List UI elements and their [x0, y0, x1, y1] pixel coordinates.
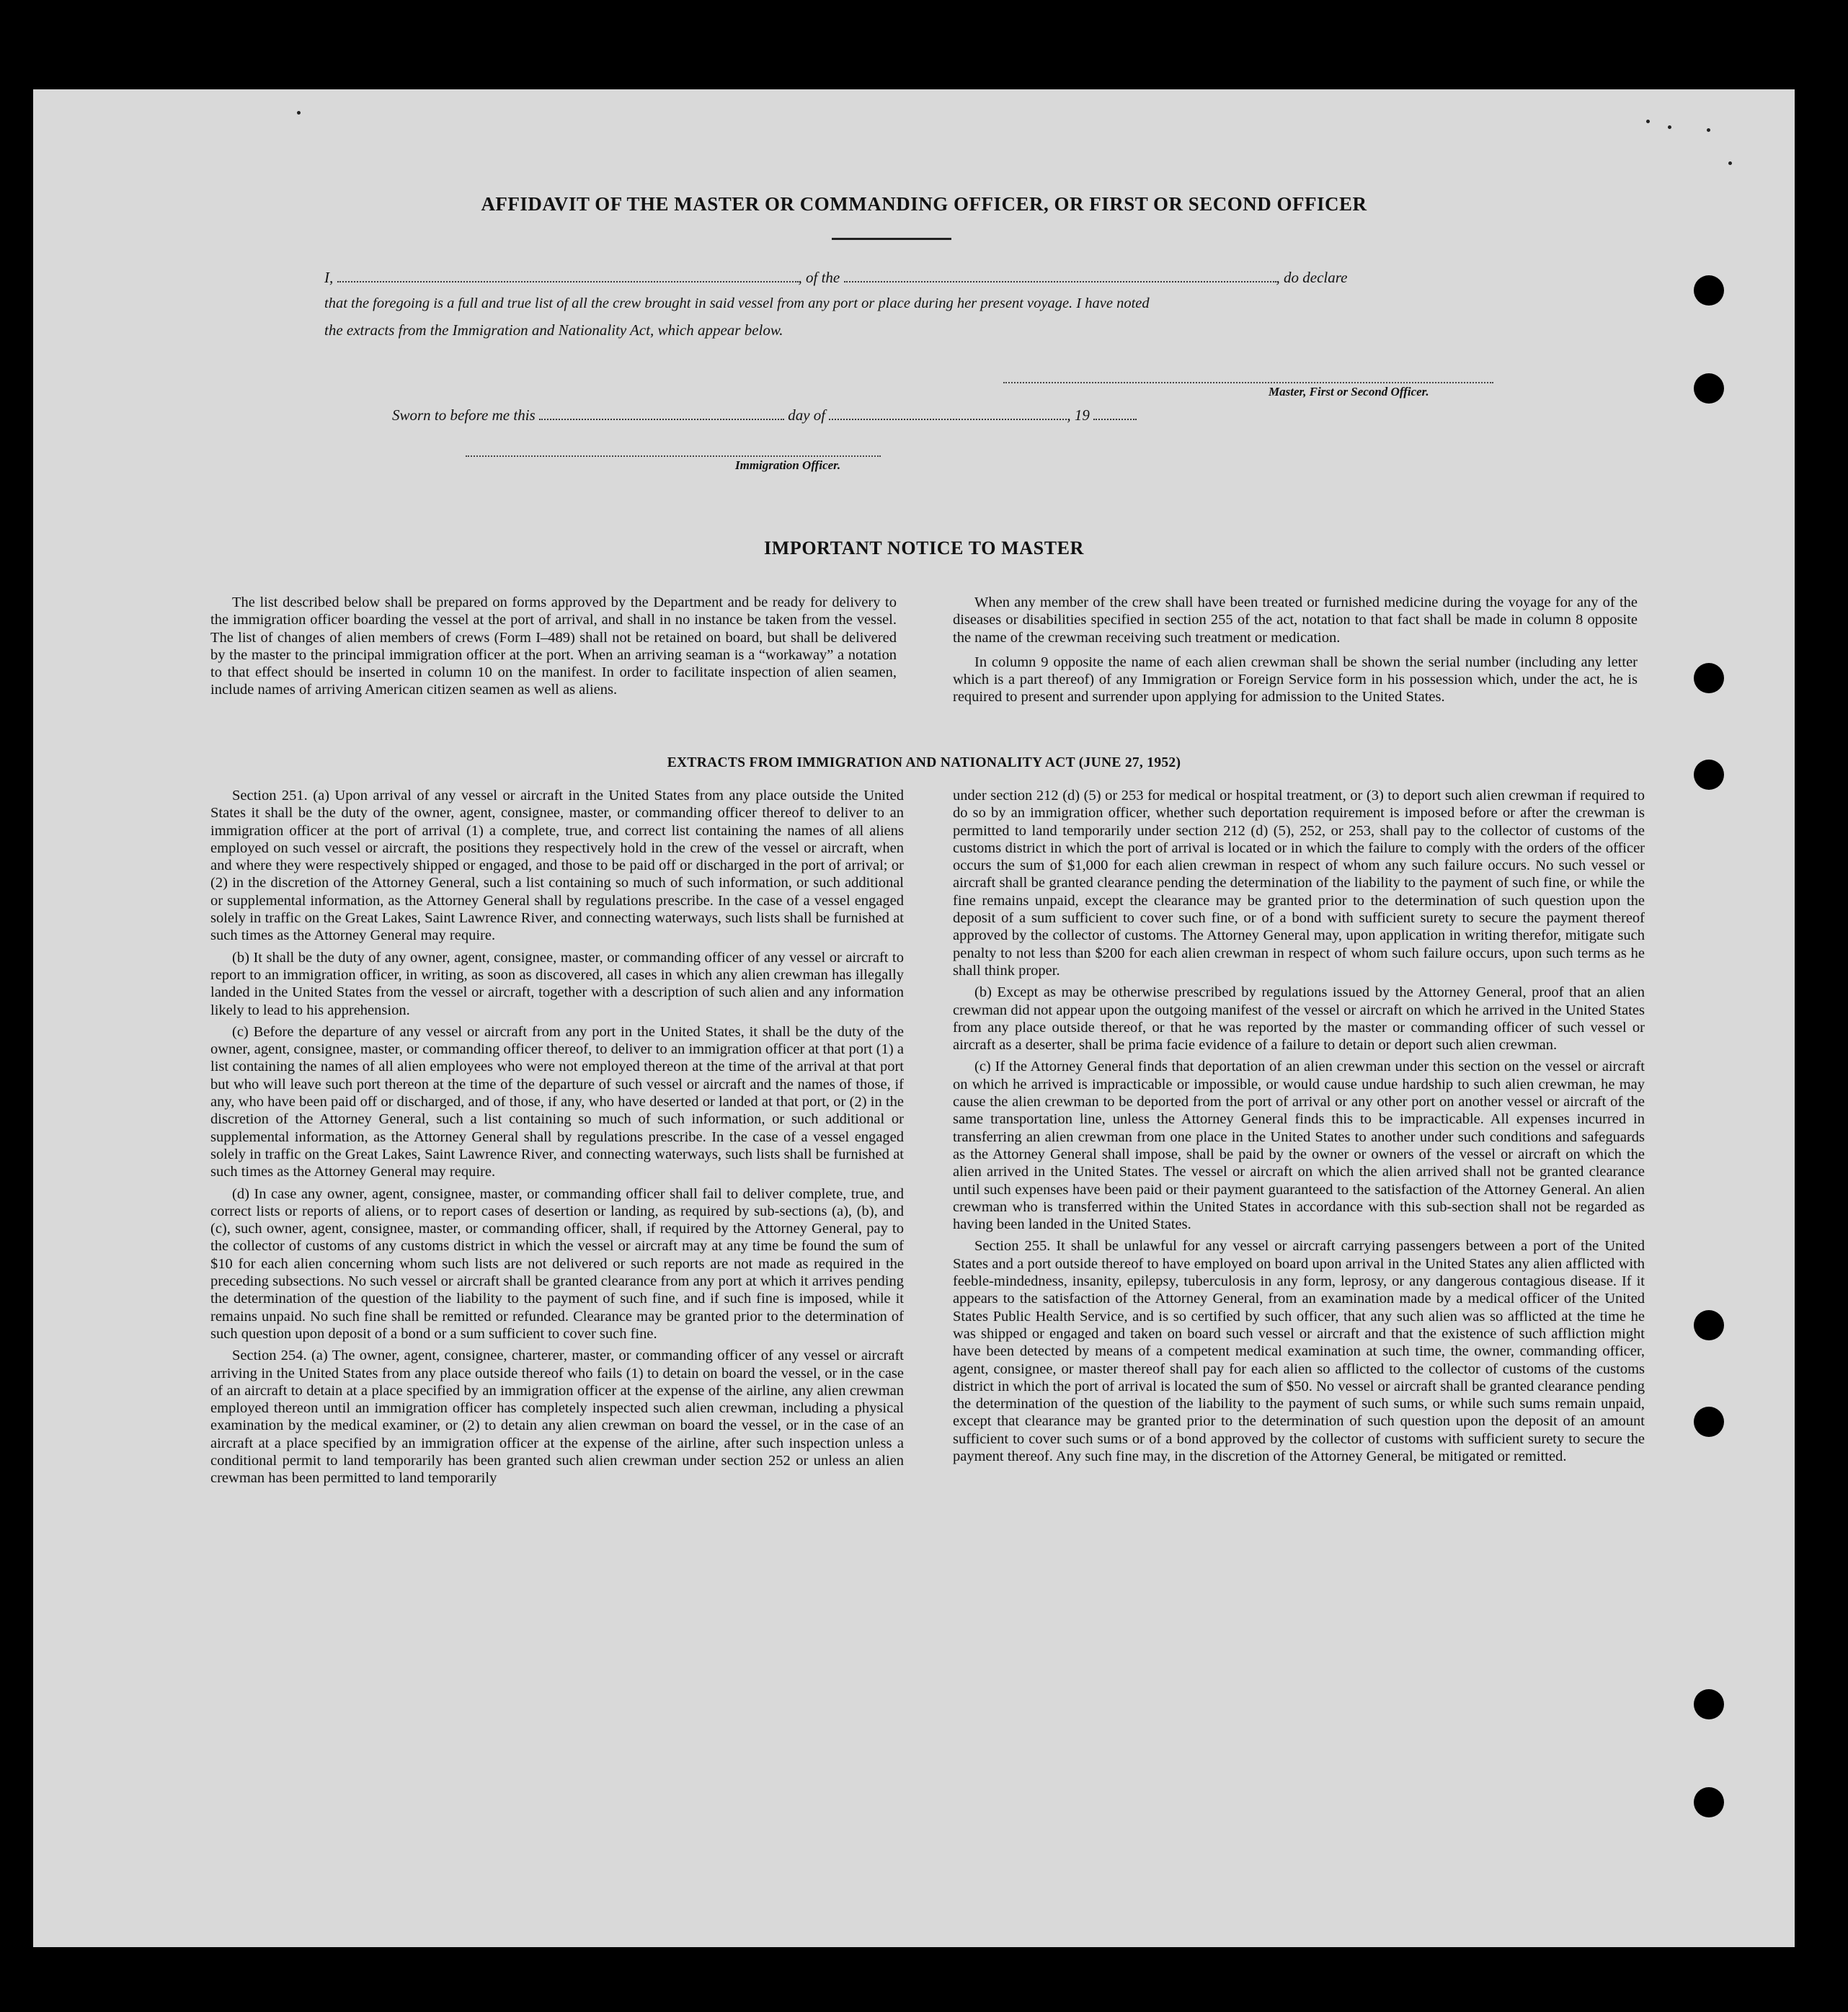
- officer-signature-label: Immigration Officer.: [735, 458, 841, 472]
- extracts-right-column: [953, 787, 1645, 1469]
- binder-hole: [1694, 663, 1724, 693]
- section-251-c: (c) Before the departure of any vessel or aircraft from any port in the United States, it shall be the duty of the owner, agent, consignee, master, or commanding officer thereof, to deliver to an immigration officer at that port (1) a list containing the names of all alien employees who were not employed thereon at the time of the arrival at that port but who will leave such port thereon at the time of the departure of such vessel or aircraft and the names of those, if any, who have been paid off or discharged, and of those, if any, who have deserted or landed at that port, or (2) in the discretion of the Attorney General, such a list containing so much of such information, or such additional or supplemental information, as the Attorney General shall by regulations prescribe. In the case of a vessel engaged solely in traffic on the Great Lakes, Saint Lawrence River, and connecting waterways, such lists shall be furnished at such times as the Attorney General may require.: [210, 1023, 904, 1180]
- notice-right-column: [953, 594, 1638, 711]
- sworn-text: Sworn to before me this: [392, 406, 536, 424]
- speck: [1646, 120, 1650, 123]
- day-of-label: day of: [788, 406, 826, 424]
- sworn-day-blank[interactable]: [539, 406, 784, 420]
- section-251-d: (d) In case any owner, agent, consignee, master, or commanding officer shall fail to deliver complete, true, and correct lists or reports of aliens, or to report cases of desertion or landing, as required by sub-sections (a), (b), and (c), such owner, agent, consignee, master, or commanding officer, shall, if required by the Attorney General, pay to the collector of customs of any customs district in which the vessel or aircraft may at any time be found the sum of $10 for each alien concerning whom such lists are not delivered or such reports are not made as required in the preceding subsections. No such vessel or aircraft shall be granted clearance from any port at which it arrives pending the determination of the question of the liability to the payment of such fine, and if such fine is imposed, while it remains unpaid. No such fine shall be remitted or refunded. Clearance may be granted prior to the determination of such question upon deposit of a bond or a sum sufficient to cover such fine.: [210, 1185, 904, 1342]
- binder-hole: [1694, 1310, 1724, 1340]
- notice-left-column: [210, 594, 897, 703]
- notice-right-paragraph-1: When any member of the crew shall have been treated or furnished medicine during the voyage for any of the diseases or disabilities specified in section 255 of the act, notation to that fact shall be made in column 8 opposite the name of the crewman receiving such treatment or medication.: [953, 595, 1638, 646]
- section-254-b: (b) Except as may be otherwise prescribed by regulations issued by the Attorney General, proof that an alien crewman did not appear upon the outgoing manifest of the vessel or aircraft on which he arrived in the United States from any place outside thereof, or that he was reported by the master or commanding officer of such vessel or aircraft as a deserter, shall be prima facie evidence of a failure to detain or deport such alien crewman.: [953, 984, 1645, 1054]
- binder-hole: [1694, 1689, 1724, 1719]
- notice-right-paragraph-2: In column 9 opposite the name of each alien crewman shall be shown the serial number (including any letter which is a part thereof) of any Immigration or Foreign Service form in his possession which, under the act, he is required to present and surrender upon applying for admission to the United States.: [953, 654, 1638, 705]
- section-254-c: (c) If the Attorney General finds that deportation of an alien crewman under this section on the vessel or aircraft on which he arrived is impracticable or impossible, or would cause undue hardship to such alien crewman, he may cause the alien crewman to be deported from the port of arrival or any other port on another vessel or aircraft of the same transportation line, unless the Attorney General finds this to be impracticable. All expenses incurred in transferring an alien crewman from one place in the United States to another under such conditions and safeguards as the Attorney General shall impose, shall be paid by the owner or owners of the vessel or aircraft on which the alien arrived in the United States. The vessel or aircraft on which the alien arrived shall not be granted clearance until such expenses have been paid or their payment guaranteed to the satisfaction of the Attorney General. An alien crewman who is transferred within the United States in accordance with this sub-section shall not be regarded as having been landed in the United States.: [953, 1059, 1645, 1233]
- speck: [1707, 128, 1710, 132]
- section-255: Section 255. It shall be unlawful for any vessel or aircraft carrying passengers between a port of the United States and a port outside thereof to have employed on board upon arrival in the United States any alien afflicted with feeble-mindedness, insanity, epilepsy, tuberculosis in any form, leprosy, or any dangerous contagious disease. If it appears to the satisfaction of the Attorney General, from an examination made by a medical officer of the United States Public Health Service, and is so certified by such officer, that any such alien was so afflicted at the time he was shipped or engaged and taken on board such vessel or aircraft and that the existence of such affliction might have been detected by means of a competent medical examination at such time, the owner, commanding officer, agent, consignee, or master thereof shall pay for each alien so afflicted to the collector of customs of the customs district in which the port of arrival is located the sum of $50. No vessel or aircraft shall be granted clearance pending the determination of the question of the liability to the payment of such sums, or while such sums remain unpaid, except that clearance may be granted prior to the determination of such question upon the deposit of an amount sufficient to cover such sums or of a bond approved by the collector of customs with sufficient surety to secure the payment thereof. Any such fine may, in the discretion of the Attorney General, be mitigated or remitted.: [953, 1238, 1645, 1464]
- declaration-line-2: that the foregoing is a full and true list of all the crew brought in said vessel from any port or place during her present voyage. I have noted: [324, 295, 1150, 311]
- section-251-b: (b) It shall be the duty of any owner, agent, consignee, master, or commanding officer of any vessel or aircraft to report to an immigration officer, in writing, as soon as discovered, all cases in which any alien crewman has illegally landed in the United States from the vessel or aircraft, together with a description of such alien and any information likely to lead to his apprehension.: [210, 949, 904, 1018]
- speck: [1668, 125, 1671, 129]
- vessel-blank[interactable]: [844, 268, 1276, 282]
- notice-title: IMPORTANT NOTICE TO MASTER: [763, 538, 1084, 558]
- sworn-year-blank[interactable]: [1093, 406, 1137, 420]
- section-251-a: Section 251. (a) Upon arrival of any vessel or aircraft in the United States from any place outside the United States it shall be the duty of the owner, agent, consignee, master, or commanding officer thereof to deliver to an immigration officer at the port of arrival (1) a complete, true, and correct list containing the names of all aliens employed on such vessel or aircraft, the positions they respectively hold in the crew of the vessel or aircraft, when and where they were respectively shipped or engaged, and those to be paid off or discharged in the port of arrival; or (2) in the discretion of the Attorney General, such a list containing so much of such information, or such additional or supplemental information, as the Attorney General shall by regulations prescribe. In the case of a vessel engaged solely in traffic on the Great Lakes, Saint Lawrence River, and connecting waterways, such lists shall be furnished at such times as the Attorney General may require.: [210, 788, 904, 944]
- speck: [1728, 161, 1732, 165]
- name-blank[interactable]: [337, 268, 799, 282]
- binder-hole: [1694, 275, 1724, 306]
- binder-hole: [1694, 1407, 1724, 1437]
- year-prefix: , 19: [1067, 406, 1090, 424]
- declaration-line-3: the extracts from the Immigration and Nationality Act, which appear below.: [324, 321, 783, 339]
- speck: [297, 111, 301, 115]
- declaration-line-1: [324, 268, 1492, 287]
- title-rule: [832, 238, 951, 240]
- i-label: I,: [324, 269, 334, 286]
- section-254-a: Section 254. (a) The owner, agent, consignee, charterer, master, or commanding officer of any vessel or aircraft arriving in the United States from any place outside thereof who fails (1) to detain on board the vessel, or in the case of an aircraft to detain at a place specified by an immigration officer at the expense of the airline, any alien crewman employed thereon until an immigration officer has completely inspected such alien crewman, including a physical examination by the medical examiner, or (2) to detain any alien crewman on board the vessel, or in the case of an aircraft at a place specified by an immigration officer at the expense of the airline, after such inspection unless a conditional permit to land temporarily has been granted such alien crewman under section 252 or unless an alien crewman has been permitted to land temporarily: [210, 1348, 904, 1487]
- master-signature-line[interactable]: [1003, 382, 1493, 383]
- of-the-label: , of the: [798, 269, 840, 286]
- officer-signature-line[interactable]: [466, 455, 881, 457]
- binder-hole: [1694, 1787, 1724, 1817]
- binder-hole: [1694, 373, 1724, 404]
- section-254-a-cont: under section 212 (d) (5) or 253 for medical or hospital treatment, or (3) to deport such alien crewman if required to do so by an immigration officer, whether such deportation requirement is imposed before or after the crewman is permitted to land temporarily under section 212 (d) (5), 252, or 253, shall pay to the collector of customs of the customs district in which the port of arrival is located or in which the failure to comply with the orders of the officer occurs the sum of $1,000 for each alien crewman in respect of whom any such failure occurs. No such vessel or aircraft shall be granted clearance pending the determination of the liability to the payment of such fine, or while the fine remains unpaid, except the clearance may be granted prior to the determination of such question upon the deposit of a sum sufficient to cover such fine, or of a bond with sufficient surety to secure the payment thereof approved by the collector of customs. The Attorney General may, upon application in writing therefor, mitigate such penalty to not less than $200 for each alien crewman in respect of whom such failure occurs, upon such terms as he shall think proper.: [953, 788, 1645, 979]
- notice-left-paragraph: The list described below shall be prepared on forms approved by the Department and be ready for delivery to the immigration officer boarding the vessel at the port of arrival, and shall in no instance be taken from the vessel. The list of changes of alien members of crews (Form I–489) shall not be retained on board, but shall be delivered by the master to the principal immigration officer at the port. When an arriving seaman is a “workaway” a notation to that effect should be inserted in column 10 on the manifest. In order to facilitate inspection of alien seamen, include names of arriving American citizen seamen as well as aliens.: [210, 595, 897, 698]
- do-declare-label: , do declare: [1276, 269, 1348, 286]
- sworn-line: [324, 406, 1492, 424]
- affidavit-title: AFFIDAVIT OF THE MASTER OR COMMANDING OFFICER, OR FIRST OR SECOND OFFICER: [481, 193, 1367, 215]
- master-signature-label: Master, First or Second Officer.: [1269, 385, 1429, 399]
- sworn-month-blank[interactable]: [829, 406, 1067, 420]
- extracts-title: EXTRACTS FROM IMMIGRATION AND NATIONALITY ACT (JUNE 27, 1952): [667, 755, 1181, 770]
- extracts-left-column: [210, 787, 904, 1492]
